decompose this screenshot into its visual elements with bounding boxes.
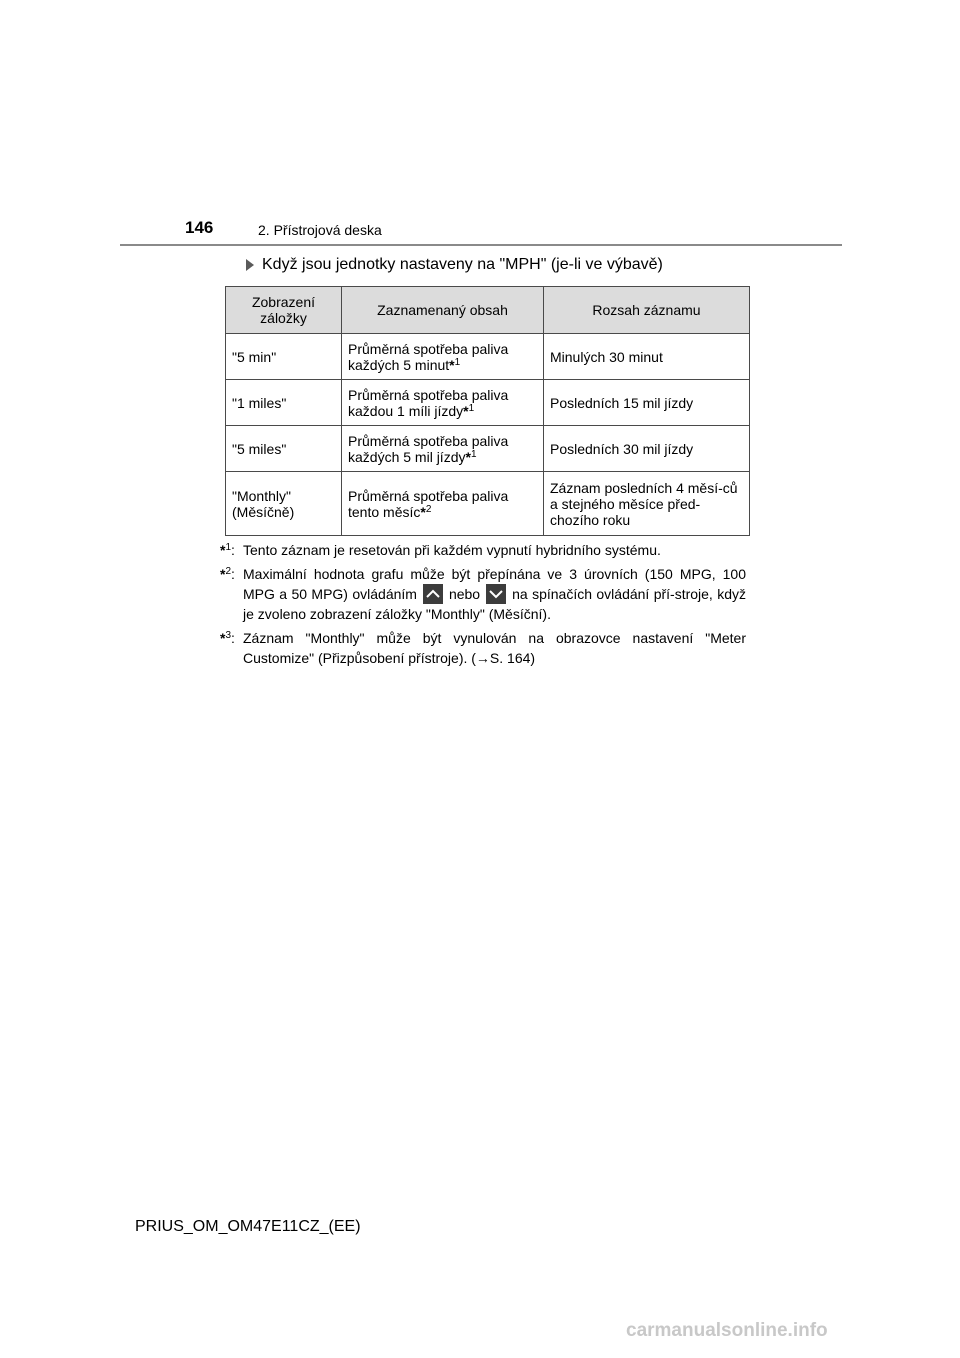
footnote-marker: *$^2$: [220,566,235,582]
column-header: Rozsah záznamu [544,287,750,334]
page-number: 146 [185,218,214,237]
header-rule [120,244,842,246]
footnotes [220,540,746,672]
range-cell: Záznam posledních 4 měsí-ců a stejného měsíce před-chozího roku [544,472,750,536]
chapter-title: 2. Přístrojová deska [258,222,382,238]
content-cell [342,334,544,380]
tab-cell: "1 miles" [226,380,342,426]
footnote-asterisk: * [465,448,471,465]
tab-cell: "5 min" [226,334,342,380]
range-cell: Minulých 30 minut [544,334,750,380]
watermark[interactable]: carmanualsonline.info [626,1320,828,1341]
content-cell [342,426,544,472]
footnote-text-after: na spínačích ovládání pří-stroje, když je zvoleno zobrazení záložky "Monthly" (Měsíční). [243,586,746,622]
footnote-marker: *$^3$: [220,630,235,646]
footnote-text [243,564,746,624]
column-header: Zobrazení záložky [226,287,342,334]
document-code: PRIUS_OM_OM47E11CZ_(EE) [135,1218,361,1235]
footnote-asterisk: * [420,503,426,520]
content-text: Průměrná spotřeba paliva tento měsíc [348,487,509,520]
footnote-text-before: Maximální hodnota grafu může být přepínána ve 3 úrovních (150 MPG, 100 MPG a 50 MPG) ovládáním [243,566,746,602]
table-row [226,426,750,472]
content-cell [342,472,544,536]
range-cell: Posledních 15 mil jízdy [544,380,750,426]
table-row [226,334,750,380]
content-text: Průměrná spotřeba paliva každých 5 mil jízdy [348,432,509,465]
footnote-asterisk: * [463,402,469,419]
column-header: Zaznamenaný obsah [342,287,544,334]
table-row [226,380,750,426]
content-text: Průměrná spotřeba paliva každou 1 míli jízdy [348,386,509,419]
footnote-ref: 1 [454,356,461,368]
footnote [220,564,746,624]
chevron-up-icon [423,584,443,604]
tab-cell: "5 miles" [226,426,342,472]
footnote-ref: 1 [468,402,475,414]
footnote [220,628,746,668]
content-text: Průměrná spotřeba paliva každých 5 minut [348,340,509,373]
footnote-text: Záznam "Monthly" může být vynulován na obrazovce nastavení "Meter Customize" (Přizpůsobení přístroje). (→S. 164) [243,630,746,666]
triangle-bullet-icon [246,259,254,271]
footnote-ref: 2 [425,503,432,515]
footnote [220,540,746,560]
range-cell: Posledních 30 mil jízdy [544,426,750,472]
footnote-marker: *$^1$: [220,542,235,558]
table-row [226,472,750,536]
section-heading [246,256,663,274]
record-table [225,286,750,536]
chevron-down-icon [486,584,506,604]
footnote-ref: 1 [470,448,477,460]
footnote-text: Tento záznam je resetován při každém vypnutí hybridního systému. [243,542,661,558]
table-header-row [226,287,750,334]
section-heading-text: Když jsou jednotky nastaveny na "MPH" (je-li ve výbavě) [262,256,663,273]
tab-cell: "Monthly" (Měsíčně) [226,472,342,536]
footnote-asterisk: * [449,356,455,373]
footnote-text-middle: nebo [448,586,481,602]
content-cell [342,380,544,426]
